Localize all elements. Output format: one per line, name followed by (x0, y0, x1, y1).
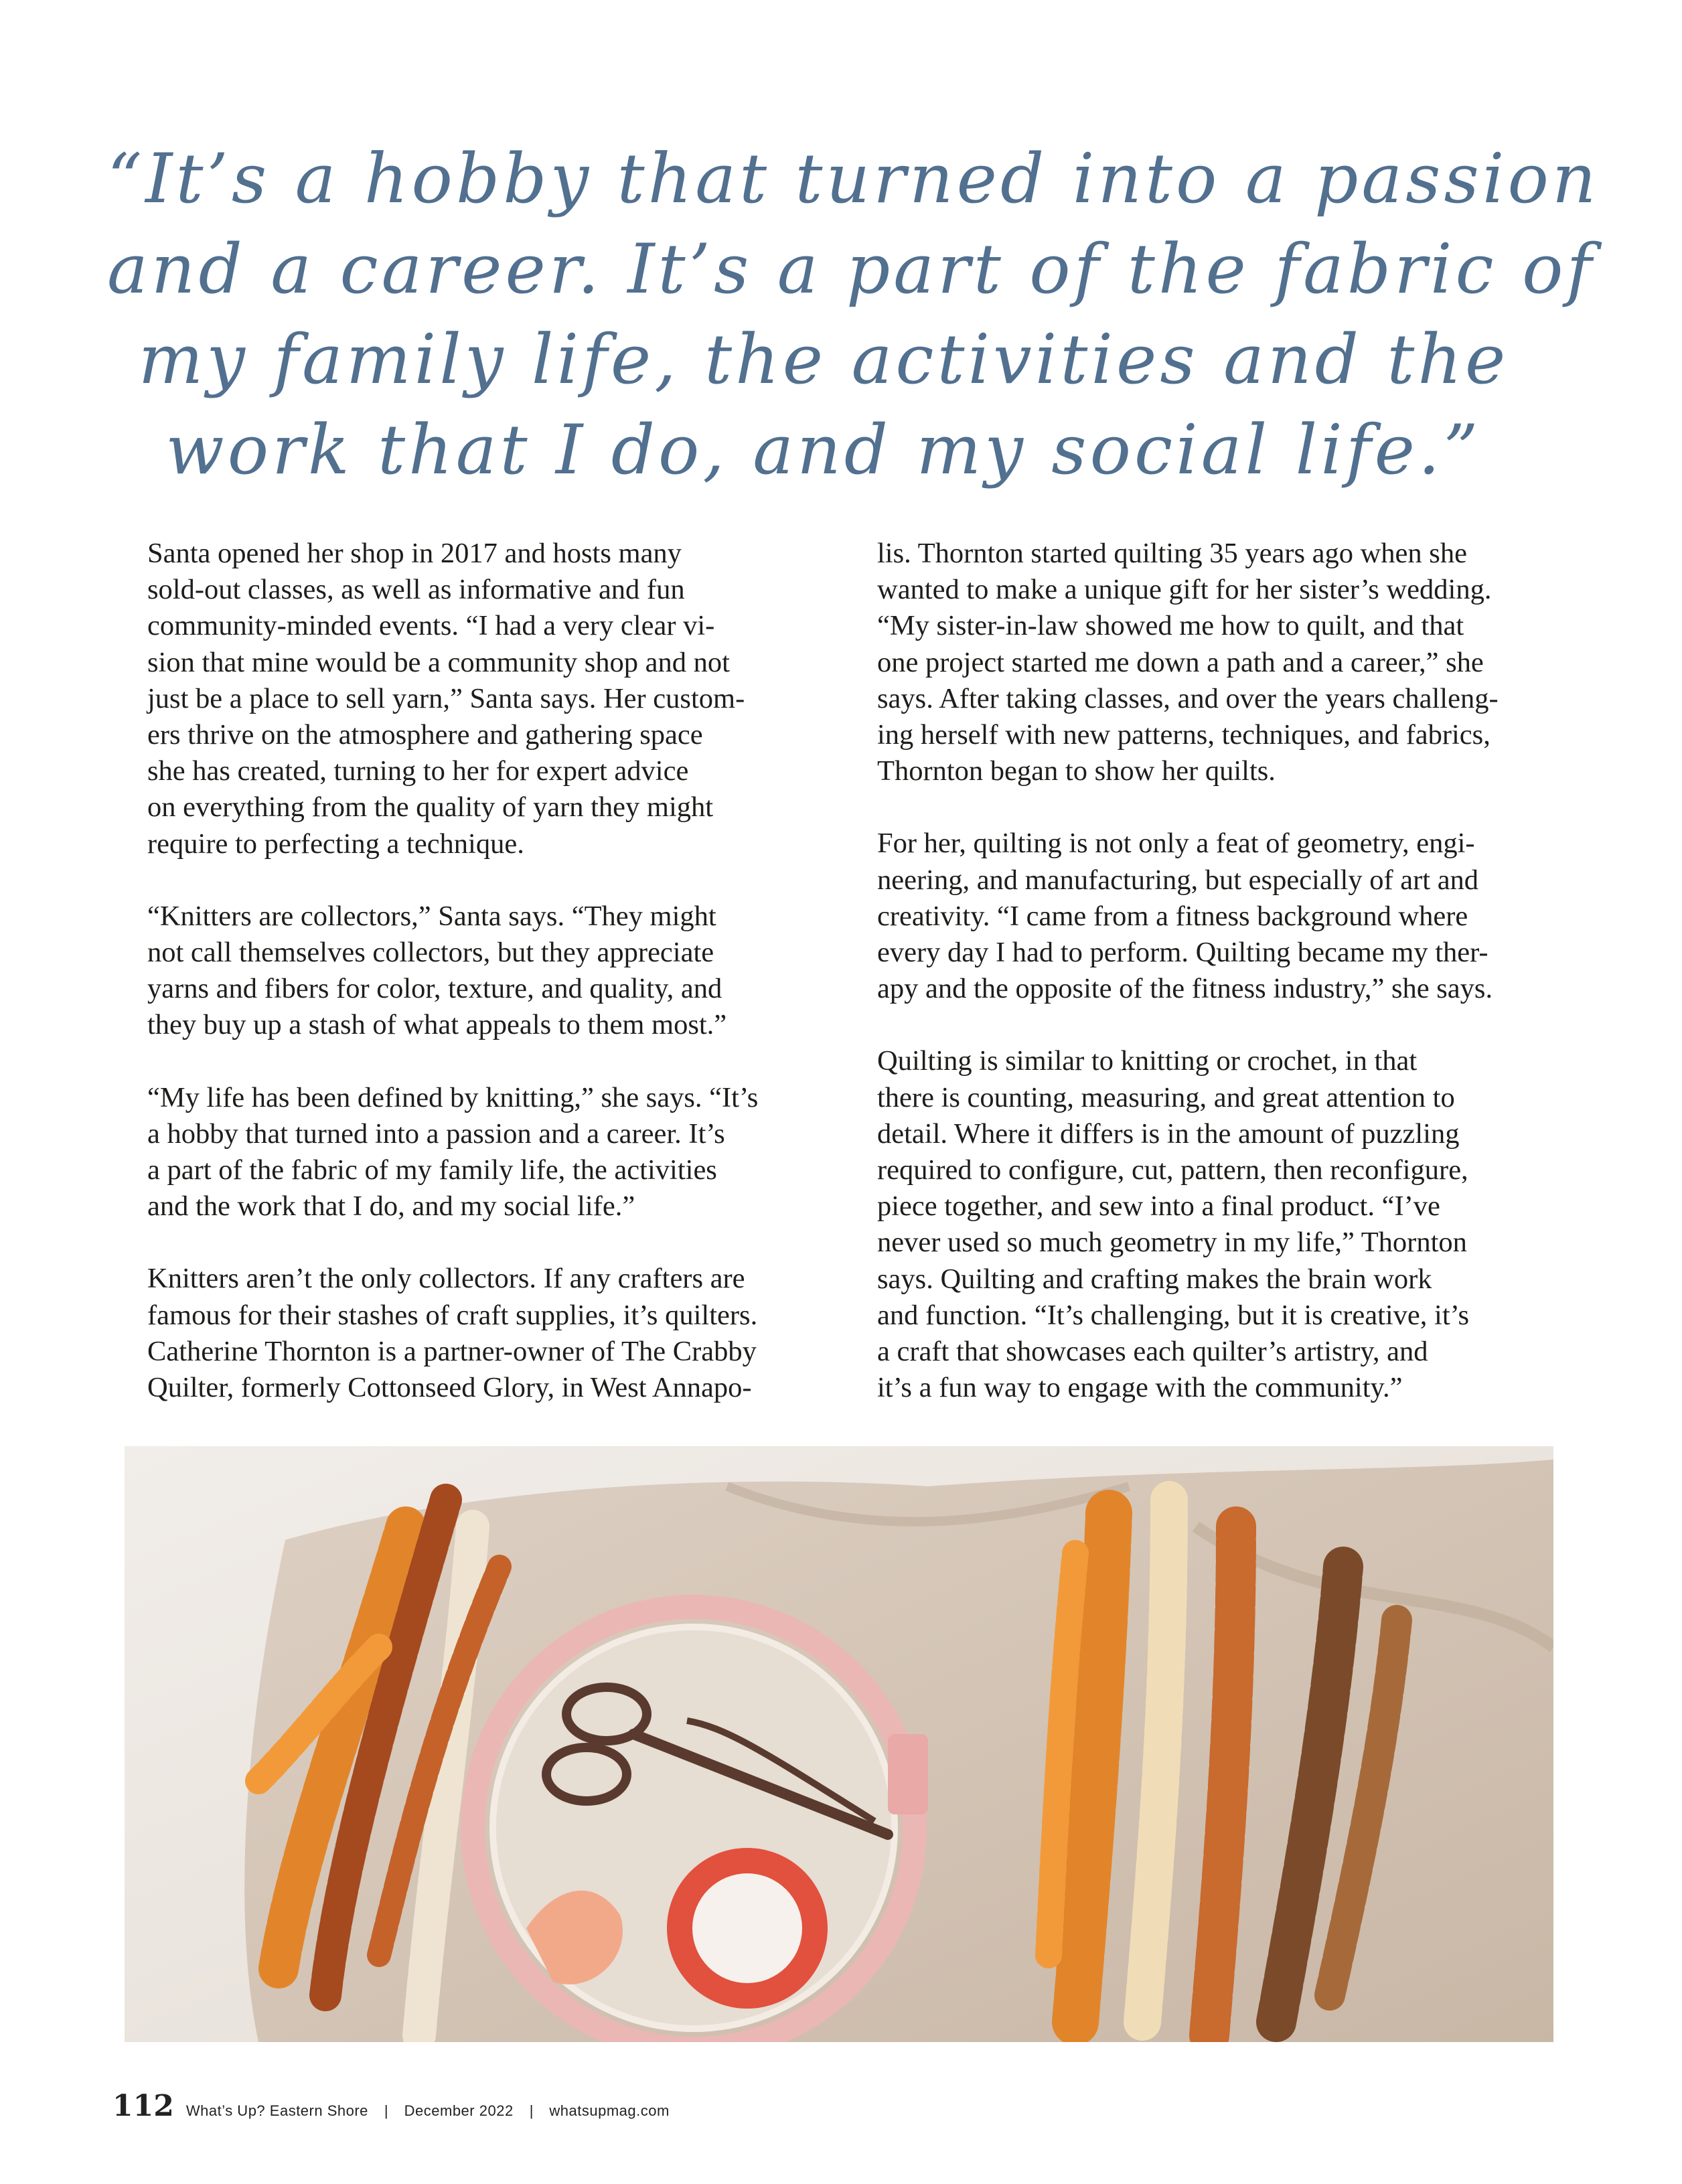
pull-quote-line: work that I do, and my social life.” (165, 410, 1482, 490)
text-line: ers thrive on the atmosphere and gathering space (147, 719, 703, 751)
text-line: they buy up a stash of what appeals to them most.” (147, 1009, 727, 1041)
text-line: Catherine Thornton is a partner-owner of The Crabby (147, 1335, 757, 1367)
footer-separator: | (384, 2102, 388, 2119)
pull-quote-line: my family life, the activities and the (138, 320, 1509, 400)
text-line: Quilting is similar to knitting or crochet, in that (877, 1045, 1418, 1077)
text-line: “My life has been defined by knitting,” she says. “It’s (147, 1081, 759, 1113)
text-line: a craft that showcases each quilter’s artistry, and (877, 1336, 1428, 1368)
text-line: sold-out classes, as well as informative and fun (147, 574, 685, 606)
text-line: sion that mine would be a community shop and not (147, 646, 730, 678)
pull-quote-line: and a career. It’s a part of the fabric of (107, 230, 1596, 309)
text-line: yarns and fibers for color, texture, and quality, and (147, 973, 722, 1005)
text-line: says. After taking classes, and over the years challeng- (877, 682, 1499, 714)
text-line: neering, and manufacturing, but especially of art and (877, 864, 1479, 896)
embroidery-photo (125, 1446, 1553, 2042)
text-line: there is counting, measuring, and great attention to (877, 1081, 1455, 1113)
text-line: creativity. “I came from a fitness background where (877, 900, 1468, 932)
text-line: detail. Where it differs is in the amount of puzzling (877, 1117, 1460, 1150)
text-line: Quilter, formerly Cottonseed Glory, in West Annapo- (147, 1372, 752, 1404)
text-line: a hobby that turned into a passion and a career. It’s (147, 1117, 725, 1150)
website-link[interactable]: whatsupmag.com (549, 2102, 670, 2119)
paragraph (147, 1261, 830, 1406)
embroidery-illustration (125, 1446, 1553, 2042)
paragraph (877, 536, 1560, 789)
text-line: require to perfecting a technique. (147, 828, 524, 860)
publication-name: What’s Up? Eastern Shore (185, 2102, 368, 2119)
text-line: Knitters aren’t the only collectors. If any crafters are (147, 1263, 745, 1295)
text-line: it’s a fun way to engage with the community.” (877, 1372, 1403, 1404)
text-line: one project started me down a path and a career,” she (877, 646, 1484, 678)
text-line: wanted to make a unique gift for her sister’s wedding. (877, 574, 1492, 606)
text-line: lis. Thornton started quilting 35 years ago when she (877, 538, 1467, 569)
pull-quote (107, 134, 1600, 495)
left-column (147, 536, 830, 1442)
text-line: apy and the opposite of the fitness industry,” she says. (877, 973, 1493, 1005)
text-line: a part of the fabric of my family life, the activities (147, 1154, 717, 1186)
text-line: famous for their stashes of craft supplies, it’s quilters. (147, 1299, 758, 1331)
text-line: Thornton began to show her quilts. (877, 755, 1276, 787)
footer-separator: | (529, 2102, 534, 2119)
text-line: Santa opened her shop in 2017 and hosts many (147, 538, 682, 569)
pincushion (667, 1848, 828, 2009)
paragraph (877, 1043, 1560, 1406)
text-line: ing herself with new patterns, techniques, and fabrics, (877, 719, 1490, 751)
issue-date: December 2022 (404, 2102, 514, 2119)
text-line: on everything from the quality of yarn they might (147, 791, 714, 824)
text-line: she has created, turning to her for expert advice (147, 755, 689, 787)
page-number: 112 (112, 2089, 174, 2123)
text-line: just be a place to sell yarn,” Santa says. Her custom- (147, 682, 745, 714)
text-line: every day I had to perform. Quilting became my ther- (877, 937, 1488, 969)
text-line: “My sister-in-law showed me how to quilt, and that (877, 610, 1464, 642)
text-line: not call themselves collectors, but they appreciate (147, 937, 714, 969)
paragraph (147, 536, 830, 862)
text-line: community-minded events. “I had a very clear vi- (147, 610, 715, 642)
paragraph (877, 826, 1560, 1007)
paragraph (147, 899, 830, 1044)
text-line: required to configure, cut, pattern, then reconfigure, (877, 1154, 1468, 1186)
text-line: and function. “It’s challenging, but it is creative, it’s (877, 1299, 1470, 1331)
paragraph (147, 1080, 830, 1225)
text-line: says. Quilting and crafting makes the brain work (877, 1263, 1432, 1295)
text-line: “Knitters are collectors,” Santa says. “They might (147, 900, 716, 932)
page-footer (112, 2089, 670, 2123)
text-line: never used so much geometry in my life,” Thornton (877, 1227, 1467, 1259)
text-line: and the work that I do, and my social life.” (147, 1190, 635, 1223)
right-column (877, 536, 1560, 1442)
pull-quote-line: “It’s a hobby that turned into a passion (107, 139, 1600, 219)
text-line: piece together, and sew into a final product. “I’ve (877, 1190, 1440, 1223)
text-line: For her, quilting is not only a feat of geometry, engi- (877, 828, 1475, 860)
